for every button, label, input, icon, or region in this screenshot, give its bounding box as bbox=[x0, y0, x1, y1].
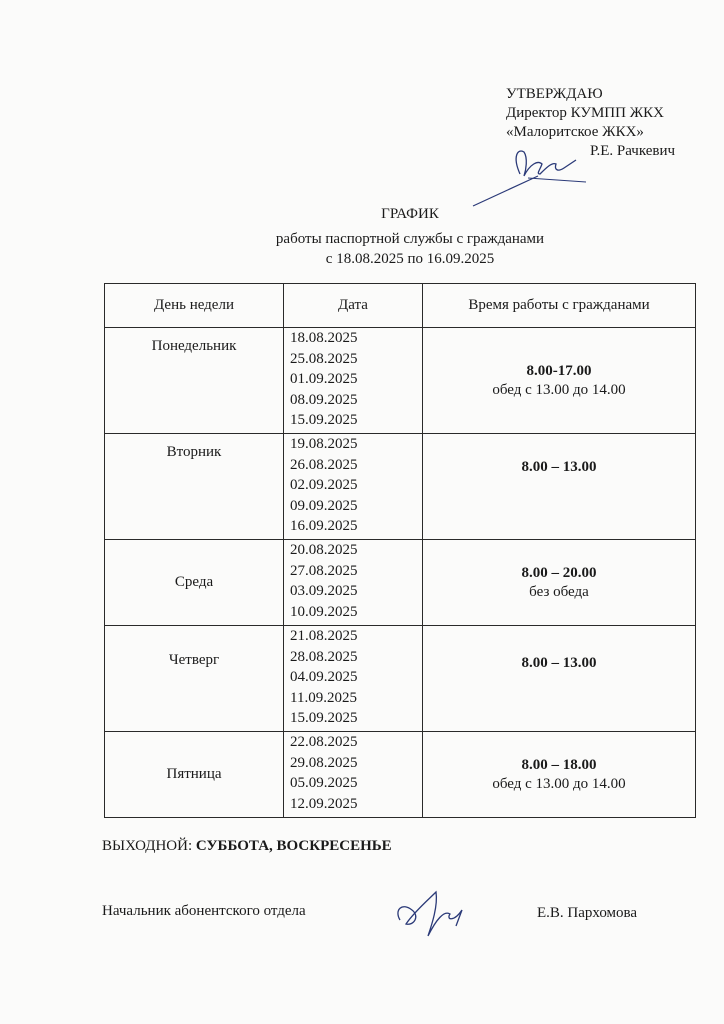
weekend-days: СУББОТА, ВОСКРЕСЕНЬЕ bbox=[195, 838, 392, 854]
work-hours: 8.00 – 13.00 bbox=[521, 655, 597, 671]
weekend-label: ВЫХОДНОЙ: bbox=[102, 838, 196, 854]
date-item: 29.08.2025 bbox=[290, 754, 358, 771]
date-item: 18.08.2025 bbox=[290, 330, 358, 346]
header-day: День недели bbox=[105, 284, 284, 328]
table-header-row bbox=[105, 284, 696, 328]
day-cell: Вторник bbox=[105, 434, 284, 540]
work-hours: 8.00 – 20.00 bbox=[521, 564, 597, 581]
work-hours: 8.00-17.00 bbox=[526, 362, 592, 379]
table-row bbox=[105, 540, 696, 626]
document-period: с 18.08.2025 по 16.09.2025 bbox=[325, 251, 495, 267]
date-item: 10.09.2025 bbox=[290, 603, 358, 620]
date-item: 21.08.2025 bbox=[290, 628, 358, 644]
time-cell bbox=[423, 732, 696, 818]
dates-cell bbox=[284, 732, 423, 818]
date-item: 15.09.2025 bbox=[290, 710, 358, 726]
document-title: ГРАФИК bbox=[381, 206, 439, 222]
date-item: 04.09.2025 bbox=[290, 669, 358, 685]
time-cell bbox=[423, 540, 696, 626]
work-hours: 8.00 – 13.00 bbox=[521, 459, 597, 475]
date-item: 05.09.2025 bbox=[290, 775, 358, 791]
date-item: 02.09.2025 bbox=[290, 477, 358, 493]
weekend-line bbox=[102, 838, 392, 855]
time-cell bbox=[423, 328, 696, 434]
date-item: 25.08.2025 bbox=[290, 350, 358, 367]
date-item: 01.09.2025 bbox=[290, 371, 358, 387]
date-item: 03.09.2025 bbox=[290, 583, 358, 599]
date-item: 27.08.2025 bbox=[290, 562, 358, 579]
dates-cell bbox=[284, 626, 423, 732]
date-item: 28.08.2025 bbox=[290, 648, 358, 665]
table-row bbox=[105, 434, 696, 540]
approval-heading: УТВЕРЖДАЮ bbox=[506, 86, 603, 102]
date-item: 16.09.2025 bbox=[290, 518, 358, 534]
lunch-note: обед с 13.00 до 14.00 bbox=[492, 381, 626, 398]
day-cell: Пятница bbox=[105, 732, 284, 818]
dates-cell bbox=[284, 328, 423, 434]
department-head-position: Начальник абонентского отдела bbox=[102, 903, 306, 919]
table-row bbox=[105, 328, 696, 434]
dates-cell bbox=[284, 434, 423, 540]
header-date: Дата bbox=[284, 284, 423, 328]
department-head-signature bbox=[392, 880, 472, 940]
approval-position: Директор КУМПП ЖКХ bbox=[506, 105, 664, 121]
date-item: 08.09.2025 bbox=[290, 391, 358, 408]
date-item: 09.09.2025 bbox=[290, 497, 358, 514]
date-item: 15.09.2025 bbox=[290, 412, 358, 428]
day-cell: Понедельник bbox=[105, 328, 284, 434]
table-row bbox=[105, 732, 696, 818]
day-cell: Среда bbox=[105, 540, 284, 626]
date-item: 19.08.2025 bbox=[290, 436, 358, 452]
dates-cell bbox=[284, 540, 423, 626]
work-hours: 8.00 – 18.00 bbox=[521, 756, 597, 773]
date-item: 26.08.2025 bbox=[290, 456, 358, 473]
table-row bbox=[105, 626, 696, 732]
date-item: 12.09.2025 bbox=[290, 795, 358, 812]
date-item: 20.08.2025 bbox=[290, 542, 358, 558]
date-item: 22.08.2025 bbox=[290, 734, 358, 750]
lunch-note: обед с 13.00 до 14.00 bbox=[492, 775, 626, 792]
director-signature bbox=[468, 138, 588, 210]
approval-organization: «Малоритское ЖКХ» bbox=[506, 124, 644, 140]
lunch-note: без обеда bbox=[529, 583, 589, 600]
day-cell: Четверг bbox=[105, 626, 284, 732]
header-time: Время работы с гражданами bbox=[423, 284, 696, 328]
department-head-name: Е.В. Пархомова bbox=[537, 905, 638, 921]
date-item: 11.09.2025 bbox=[290, 689, 357, 706]
approval-name: Р.Е. Рачкевич bbox=[590, 143, 676, 159]
document-subtitle: работы паспортной службы с гражданами bbox=[275, 231, 545, 247]
time-cell bbox=[423, 626, 696, 732]
time-cell bbox=[423, 434, 696, 540]
schedule-table bbox=[104, 283, 696, 818]
